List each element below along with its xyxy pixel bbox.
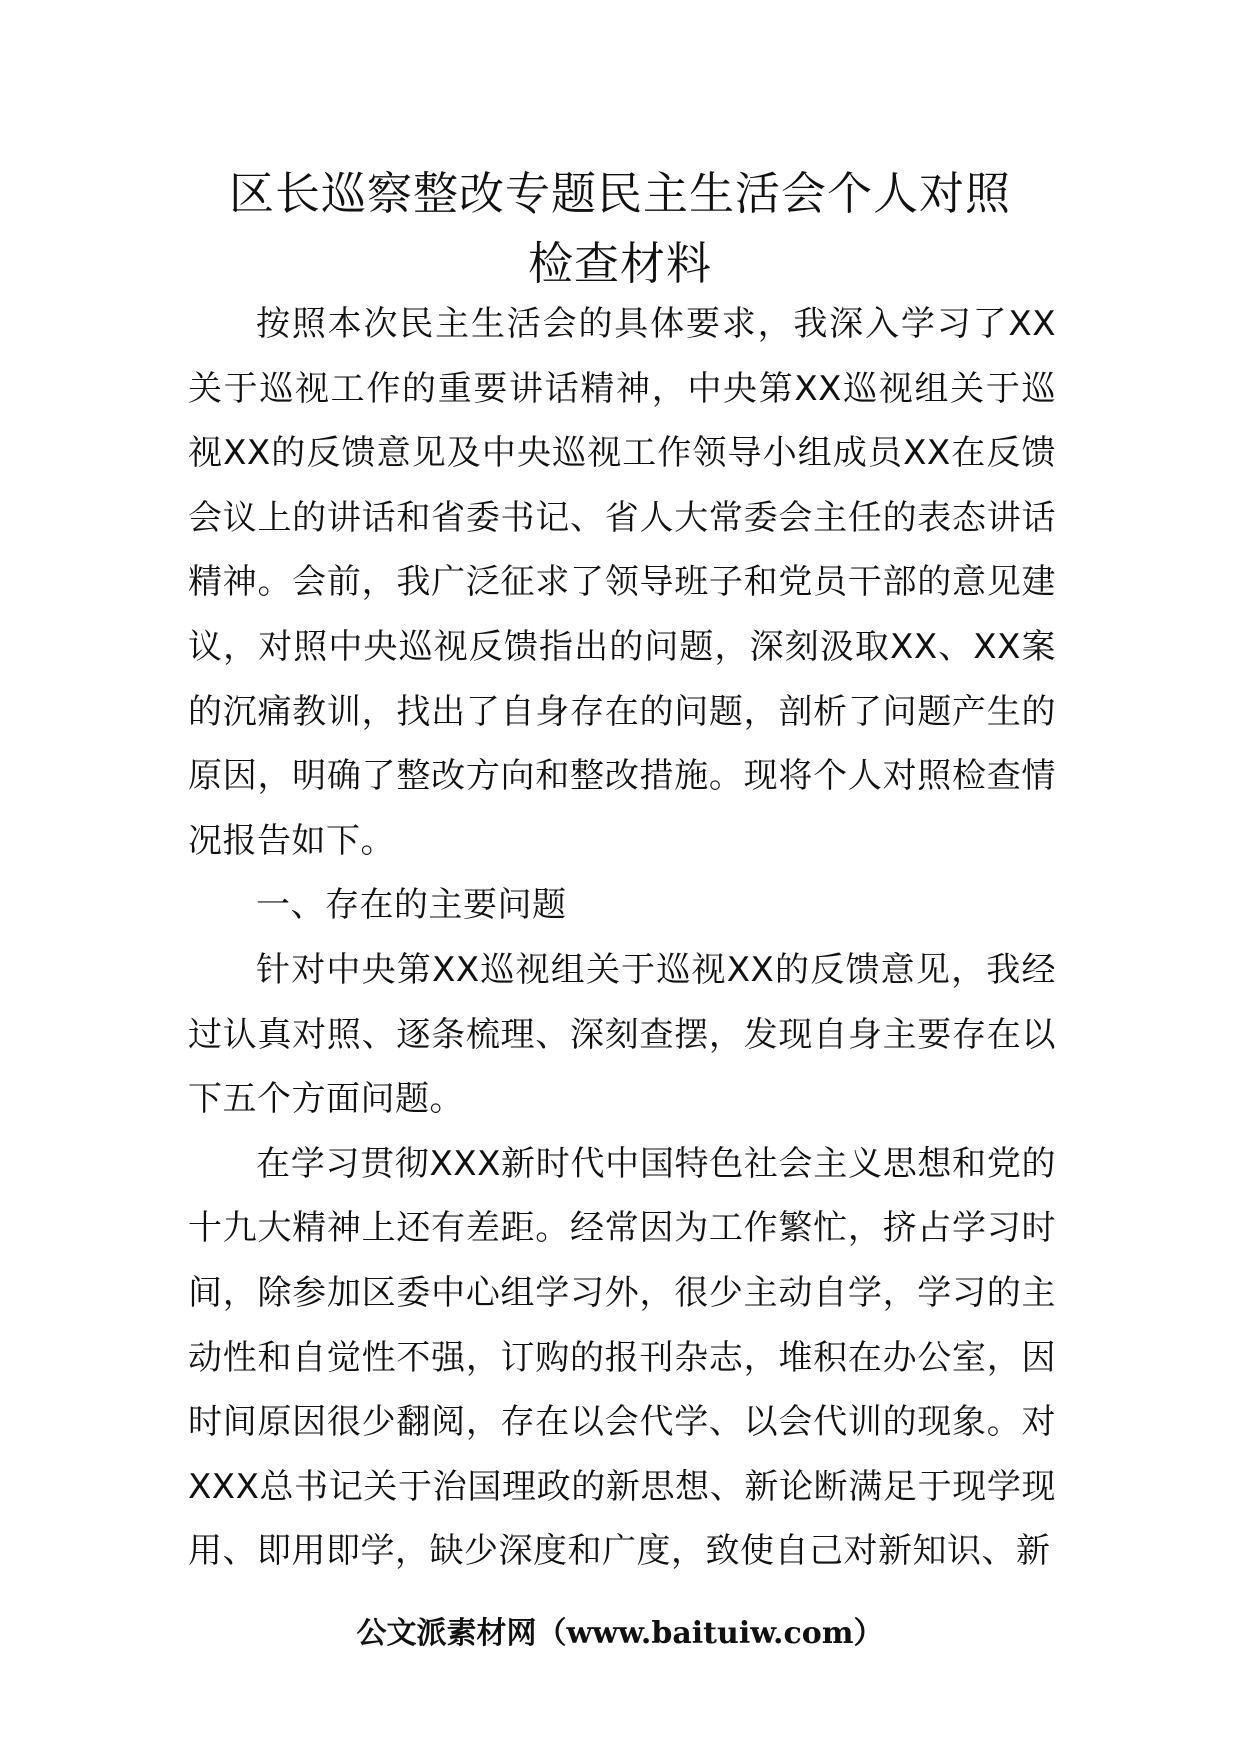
paragraph-study-gap: 在学习贯彻XXX新时代中国特色社会主义思想和党的十九大精神上还有差距。经常因为工作繁忙，挤占学习时间，除参加区委中心组学习外，很少主动自学，学习的主动性和自觉性不强，订购的报刊杂志，堆积在办公室，因时间原因很少翻阅，存在以会代学、以会代训的现象。对XXX总书记关于治国理政的新思想、新论断满足于现学现用、即用即学，缺少深度和广度，致使自己对新知识、新 — [188, 1143, 1056, 1572]
paragraph-intro: 按照本次民主生活会的具体要求，我深入学习了XX关于巡视工作的重要讲话精神，中央第XX巡视组关于巡视XX的反馈意见及中央巡视工作领导小组成员XX在反馈会议上的讲话和省委书记、省人大常委会主任的表态讲话精神。会前，我广泛征求了领导班子和党员干部的意见建议，对照中央巡视反馈指出的问题，深刻汲取XX、XX案的沉痛教训，找出了自身存在的问题，剖析了问题产生的原因，明确了整改方向和整改措施。现将个人对照检查情况报告如下。 — [188, 304, 1056, 861]
document-title-line-1: 区长巡察整改专题民主生活会个人对照 — [228, 167, 1011, 220]
footer-watermark: 公文派素材网（www.baituiw.com） — [356, 1616, 884, 1651]
document-title-line-2: 检查材料 — [527, 237, 712, 290]
paragraph-problems-summary: 针对中央第XX巡视组关于巡视XX的反馈意见，我经过认真对照、逐条梳理、深刻查摆，发现自身主要存在以下五个方面问题。 — [188, 949, 1056, 1120]
section-heading-main-problems: 一、存在的主要问题 — [256, 885, 567, 926]
document-body — [188, 292, 1056, 1584]
